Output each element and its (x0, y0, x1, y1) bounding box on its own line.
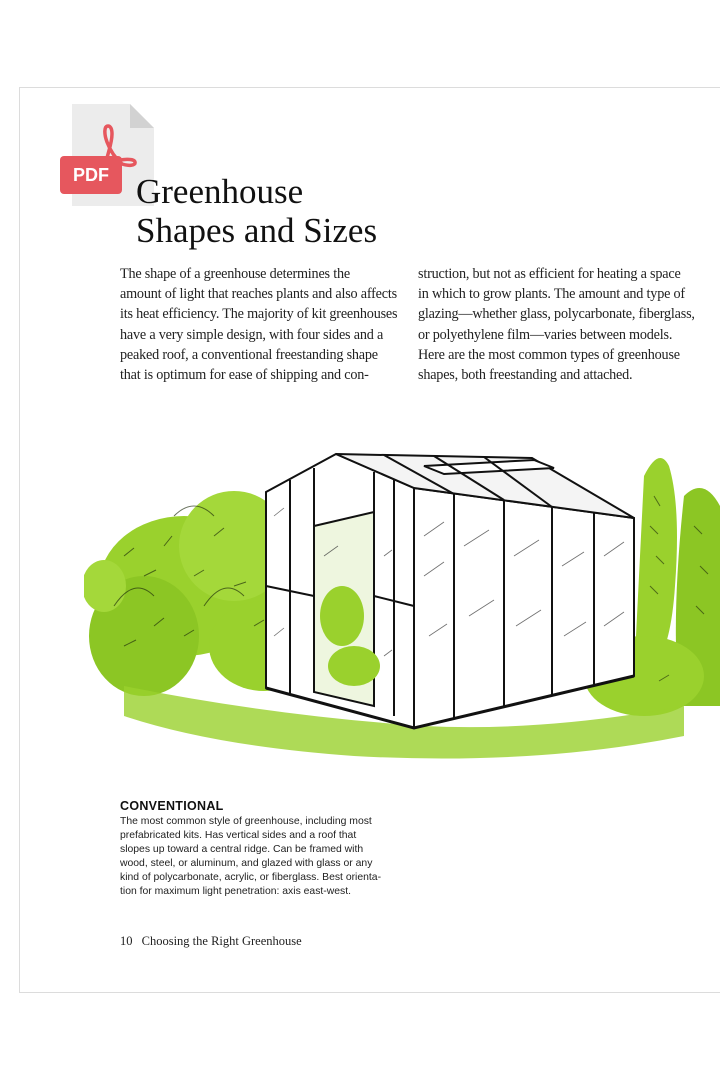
caption-heading: CONVENTIONAL (120, 799, 224, 813)
body-line: or polyethylene film—varies between models. (418, 326, 673, 343)
title-line: Shapes and Sizes (136, 211, 378, 250)
running-footer-section: Choosing the Right Greenhouse (141, 934, 302, 948)
body-line: struction, but not as efficient for heating a space (418, 266, 681, 282)
title-line: Greenhouse (136, 172, 304, 211)
greenhouse-structure (266, 454, 634, 728)
body-line: peaked roof, a conventional freestanding shape (120, 346, 378, 363)
body-line: have a very simple design, with four sides and a (120, 326, 384, 343)
page-footer (120, 934, 302, 949)
pdf-badge-label: PDF (73, 165, 109, 185)
conventional-greenhouse-illustration (84, 436, 720, 772)
body-column-right (418, 264, 708, 385)
caption-body (120, 815, 410, 898)
body-line: Here are the most common types of greenhouse (418, 346, 680, 363)
page-title (136, 172, 377, 250)
body-line: The shape of a greenhouse determines the (120, 266, 350, 282)
caption-line: The most common style of greenhouse, including most (120, 816, 372, 827)
body-line: shapes, both freestanding and attached. (418, 367, 633, 384)
caption-line: tion for maximum light penetration: axis east-west. (120, 885, 351, 897)
caption-line: prefabricated kits. Has vertical sides and a roof that (120, 829, 357, 841)
body-line: glazing—whether glass, polycarbonate, fiberglass, (418, 306, 695, 323)
body-column-left (120, 264, 410, 385)
body-line: amount of light that reaches plants and also affects (120, 286, 397, 303)
body-line: its heat efficiency. The majority of kit greenhouses (120, 306, 398, 323)
body-line: that is optimum for ease of shipping and con- (120, 367, 369, 384)
caption-line: kind of polycarbonate, acrylic, or fiberglass. Best orienta- (120, 871, 382, 883)
caption-line: slopes up toward a central ridge. Can be framed with (120, 843, 364, 855)
caption-line: wood, steel, or aluminum, and glazed with glass or any (120, 857, 373, 869)
body-line: in which to grow plants. The amount and type of (418, 286, 685, 303)
page-number: 10 (120, 934, 133, 948)
